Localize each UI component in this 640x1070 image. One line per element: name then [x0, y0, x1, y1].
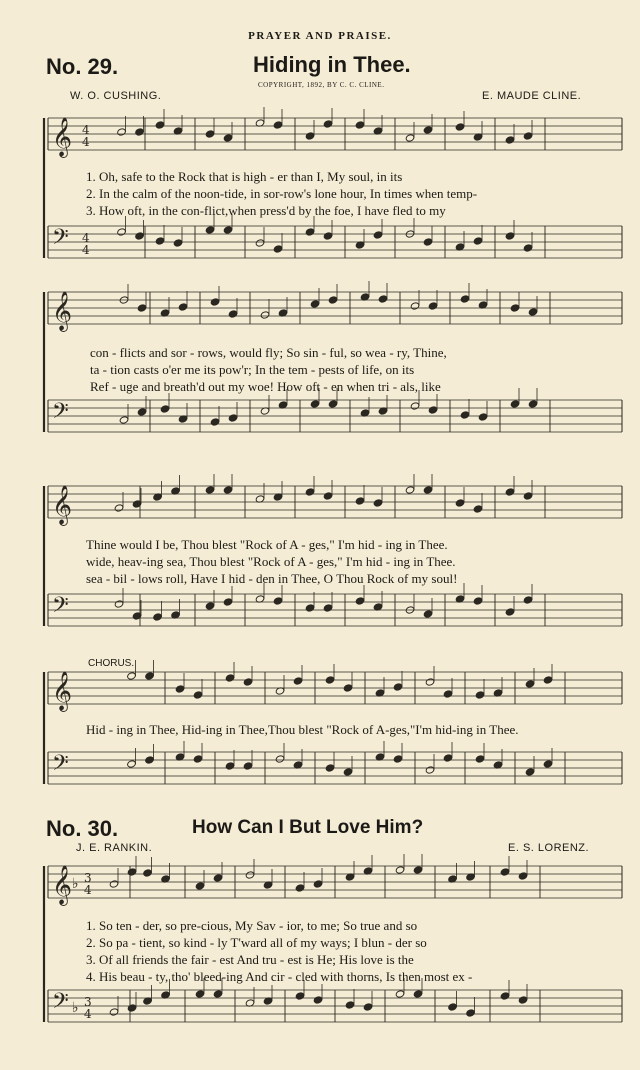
running-head: PRAYER AND PRAISE. [248, 30, 392, 42]
svg-text:4: 4 [82, 123, 90, 137]
svg-text:𝄢: 𝄢 [52, 751, 69, 781]
hymn-29-lyricist: W. O. CUSHING. [70, 90, 162, 102]
hymn-29-system3-verse1: Thine would I be, Thou blest "Rock of A - ges," I'm hid - ing in Thee. [86, 537, 448, 552]
svg-text:𝄞: 𝄞 [52, 291, 73, 331]
hymn-29-copyright: COPYRIGHT, 1892, BY C. C. CLINE. [258, 81, 385, 89]
hymn-29-system2-verse2: ta - tion casts o'er me its pow'r; In the tem - pests of life, on its [90, 362, 415, 377]
svg-text:𝄢: 𝄢 [52, 225, 69, 255]
hymn-29-system3-verse3: sea - bil - lows roll, Have I hid - den in Thee, O Thou Rock of my soul! [86, 571, 458, 586]
svg-text:3: 3 [84, 871, 92, 885]
svg-text:𝄞: 𝄞 [52, 865, 73, 905]
svg-text:♭: ♭ [72, 876, 79, 892]
hymn-30-title: How Can I But Love Him? [192, 817, 424, 838]
hymn-29-number: No. 29. [46, 54, 119, 79]
hymn-29-system3-verse2: wide, heav-ing sea, Thou blest "Rock of A - ges," I'm hid - ing in Thee. [86, 554, 456, 569]
hymn-29-chorus-text: Hid - ing in Thee, Hid-ing in Thee,Thou blest "Rock of A-ges,"I'm hid-ing in Thee. [86, 722, 519, 737]
svg-text:4: 4 [82, 243, 90, 257]
hymn-29-title: Hiding in Thee. [253, 52, 411, 77]
hymn-29-system1-verse3: 3. How oft, in the con-flict,when press'd by the foe, I have fled to my [86, 203, 446, 218]
svg-text:𝄞: 𝄞 [52, 485, 73, 525]
hymn-30-verse4: 4. His beau - ty, tho' bleed-ing And cir - cled with thorns, Is then most ex - [86, 969, 473, 984]
hymn-30-composer: E. S. LORENZ. [508, 842, 590, 854]
hymn-29-system2-verse3: Ref - uge and breath'd out my woe! How oft - en when tri - als, like [90, 379, 441, 394]
hymn-30-lyricist: J. E. RANKIN. [76, 842, 153, 854]
svg-text:3: 3 [84, 995, 92, 1009]
svg-text:𝄢: 𝄢 [52, 593, 69, 623]
svg-text:4: 4 [84, 883, 92, 897]
svg-text:𝄢: 𝄢 [52, 989, 69, 1019]
hymn-30-verse2: 2. So pa - tient, so kind - ly T'ward all of my ways; I blun - der so [86, 935, 427, 950]
svg-text:𝄢: 𝄢 [52, 399, 69, 429]
svg-text:4: 4 [82, 231, 90, 245]
hymn-29-system2-verse1: con - flicts and sor - rows, would fly; So sin - ful, so wea - ry, Thine, [90, 345, 447, 360]
svg-text:4: 4 [82, 135, 90, 149]
hymn-30-verse3: 3. Of all friends the fair - est And tru - est is He; His love is the [86, 952, 414, 967]
svg-text:𝄞: 𝄞 [52, 671, 73, 711]
chorus-label: CHORUS. [88, 658, 135, 669]
svg-text:4: 4 [84, 1007, 92, 1021]
hymn-30-verse1: 1. So ten - der, so pre-cious, My Sav - ior, to me; So true and so [86, 918, 418, 933]
hymn-29-system1-verse1: 1. Oh, safe to the Rock that is high - er than I, My soul, in its [86, 169, 403, 184]
hymn-29-composer: E. MAUDE CLINE. [482, 90, 582, 102]
hymn-29-system1-verse2: 2. In the calm of the noon-tide, in sor-row's lone hour, In times when temp- [86, 186, 478, 201]
hymn-30-number: No. 30. [46, 816, 119, 841]
svg-text:𝄞: 𝄞 [52, 117, 73, 157]
svg-text:♭: ♭ [72, 1000, 79, 1016]
